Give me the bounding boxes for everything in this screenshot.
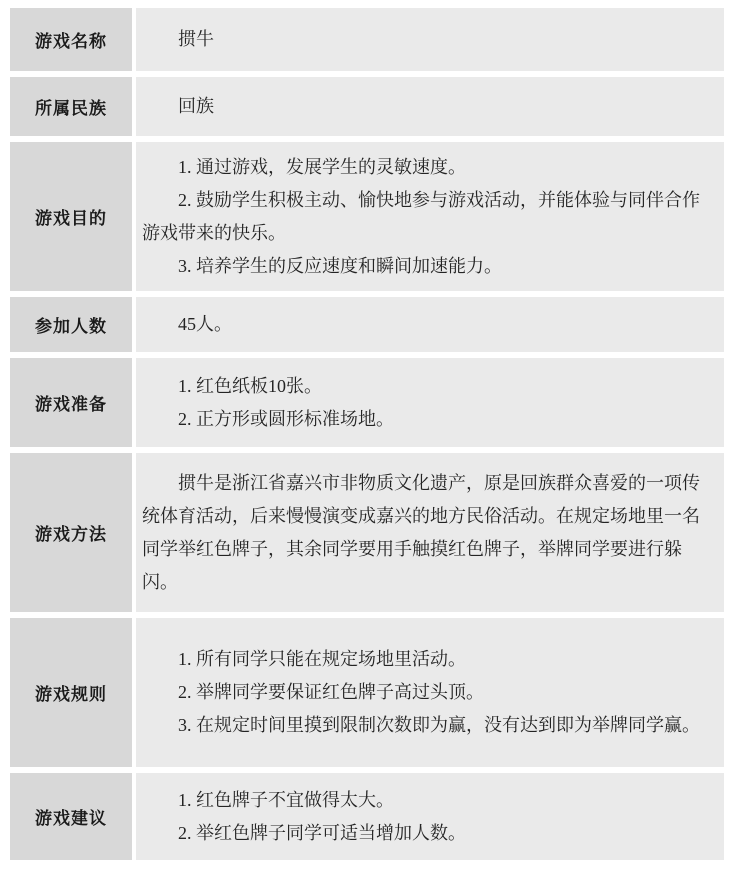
row-label-cell [10, 8, 132, 71]
game-info-table [10, 8, 724, 860]
row-label: 游戏目的 [35, 209, 107, 228]
content-paragraph: 1. 所有同学只能在规定场地里活动。 [178, 649, 466, 669]
row-content-cell [136, 773, 724, 860]
row-label-cell [10, 453, 132, 612]
content-paragraph: 2. 举红色牌子同学可适当增加人数。 [178, 822, 466, 843]
row-label: 游戏方法 [35, 525, 107, 544]
table-row [10, 773, 724, 860]
row-label-cell [10, 297, 132, 352]
row-label-cell [10, 142, 132, 291]
content-paragraph: 掼牛是浙江省嘉兴市非物质文化遗产，原是回族群众喜爱的一项传统体育活动，后来慢慢演变成嘉兴的地方民俗活动。在规定场地里一名同学举红色牌子，其余同学要用手触摸红色牌子，举牌同学要进行躲闪。 [142, 472, 700, 592]
table-row [10, 8, 724, 71]
content-paragraph: 2. 举牌同学要保证红色牌子高过头顶。 [178, 682, 484, 702]
table-row [10, 142, 724, 291]
row-content-cell [136, 142, 724, 291]
content-paragraph: 3. 在规定时间里摸到限制次数即为赢，没有达到即为举牌同学赢。 [178, 715, 700, 735]
row-label-cell [10, 77, 132, 136]
row-label-cell [10, 773, 132, 860]
content-paragraph: 1. 红色纸板10张。 [178, 375, 322, 396]
table-row [10, 618, 724, 767]
content-paragraph: 3. 培养学生的反应速度和瞬间加速能力。 [178, 255, 502, 276]
row-content-cell [136, 618, 724, 767]
row-content-cell [136, 453, 724, 612]
row-content-cell [136, 77, 724, 136]
content-paragraph: 回族 [178, 96, 214, 116]
row-label: 所属民族 [35, 99, 107, 118]
content-paragraph: 1. 通过游戏，发展学生的灵敏速度。 [178, 156, 466, 177]
table-row [10, 358, 724, 447]
row-label-cell [10, 358, 132, 447]
row-content-cell [136, 358, 724, 447]
content-paragraph: 1. 红色牌子不宜做得太大。 [178, 789, 394, 810]
row-label: 游戏规则 [35, 685, 107, 704]
content-paragraph: 掼牛 [178, 29, 214, 49]
table-row [10, 453, 724, 612]
content-paragraph: 2. 正方形或圆形标准场地。 [178, 408, 394, 429]
table-row [10, 297, 724, 352]
row-label: 游戏名称 [35, 32, 107, 51]
content-paragraph: 45人。 [178, 314, 232, 334]
content-paragraph: 2. 鼓励学生积极主动、愉快地参与游戏活动，并能体验与同伴合作游戏带来的快乐。 [142, 189, 700, 243]
row-content-cell [136, 8, 724, 71]
row-label: 游戏建议 [35, 809, 107, 828]
table-row [10, 77, 724, 136]
row-label-cell [10, 618, 132, 767]
row-label: 游戏准备 [35, 395, 107, 414]
row-content-cell [136, 297, 724, 352]
row-label: 参加人数 [35, 317, 107, 336]
